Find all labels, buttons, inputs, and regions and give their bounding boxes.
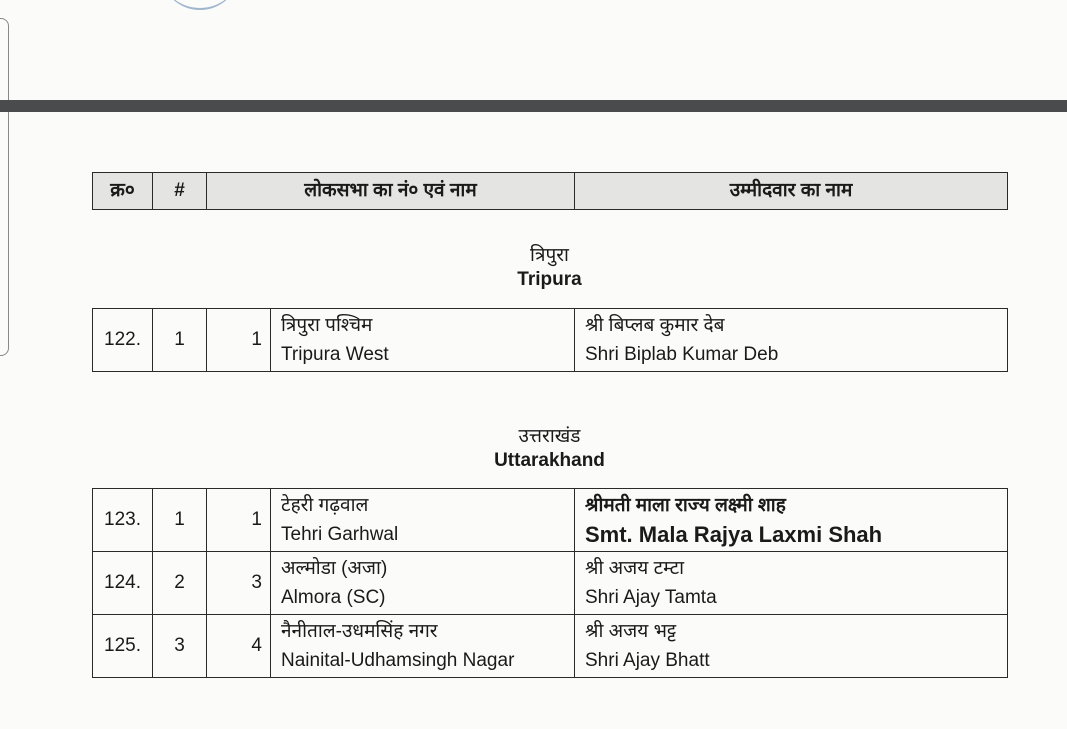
col-header-constituency: लोकसभा का नं० एवं नाम	[207, 173, 575, 210]
table-row	[93, 489, 1008, 552]
candidate-cell	[575, 489, 1008, 552]
binder-clip-edge	[0, 18, 9, 356]
number-cell: 1	[153, 309, 207, 372]
constituency-hindi: अल्मोडा (अजा)	[281, 558, 388, 579]
section-title-english: Uttarakhand	[494, 449, 605, 471]
column-header-table	[92, 172, 1008, 210]
section-title-uttarakhand	[92, 425, 1007, 473]
constituency-hindi: नैनीताल-उधमसिंह नगर	[281, 621, 438, 642]
table-row	[93, 615, 1008, 678]
section-title-hindi: त्रिपुरा	[530, 245, 569, 266]
number-cell: 1	[153, 489, 207, 552]
table-row	[93, 552, 1008, 615]
constituency-english: Almora (SC)	[281, 587, 386, 608]
header-rule-bar	[0, 100, 1067, 112]
constituency-english: Nainital-Udhamsingh Nagar	[281, 650, 515, 671]
constituency-english: Tehri Garhwal	[281, 524, 399, 545]
serial-cell: 124.	[93, 552, 153, 615]
col-header-hash: #	[153, 173, 207, 210]
section-title-hindi: उत्तराखंड	[518, 426, 581, 447]
constituency-number-cell: 4	[207, 615, 271, 678]
number-cell: 2	[153, 552, 207, 615]
serial-cell: 123.	[93, 489, 153, 552]
candidate-hindi: श्रीमती माला राज्य लक्ष्मी शाह	[585, 495, 786, 516]
constituency-cell	[271, 615, 575, 678]
constituency-hindi: त्रिपुरा पश्चिम	[281, 315, 373, 336]
candidate-english: Shri Ajay Bhatt	[585, 650, 710, 671]
candidate-hindi: श्री अजय टम्टा	[585, 558, 685, 579]
constituency-cell	[271, 309, 575, 372]
serial-cell: 125.	[93, 615, 153, 678]
candidate-cell	[575, 615, 1008, 678]
constituency-cell	[271, 489, 575, 552]
candidate-english: Shri Biplab Kumar Deb	[585, 344, 779, 365]
candidate-hindi: श्री अजय भट्ट	[585, 621, 677, 642]
table-row	[93, 309, 1008, 372]
section-title-tripura	[92, 244, 1007, 292]
candidate-english: Smt. Mala Rajya Laxmi Shah	[585, 522, 883, 547]
constituency-number-cell: 1	[207, 489, 271, 552]
col-header-candidate: उम्मीदवार का नाम	[575, 173, 1008, 210]
candidates-table-tripura	[92, 308, 1008, 372]
candidate-cell	[575, 552, 1008, 615]
constituency-number-cell: 1	[207, 309, 271, 372]
emblem-seal-edge	[160, 0, 240, 10]
candidate-hindi: श्री बिप्लब कुमार देब	[585, 315, 725, 336]
candidates-table-uttarakhand	[92, 488, 1008, 678]
serial-cell: 122.	[93, 309, 153, 372]
number-cell: 3	[153, 615, 207, 678]
column-header-row	[93, 173, 1008, 210]
constituency-number-cell: 3	[207, 552, 271, 615]
constituency-hindi: टेहरी गढ़वाल	[281, 495, 369, 516]
constituency-cell	[271, 552, 575, 615]
constituency-english: Tripura West	[281, 344, 389, 365]
section-title-english: Tripura	[517, 268, 582, 290]
candidate-cell	[575, 309, 1008, 372]
candidate-english: Shri Ajay Tamta	[585, 587, 717, 608]
col-header-serial: क्र०	[93, 173, 153, 210]
